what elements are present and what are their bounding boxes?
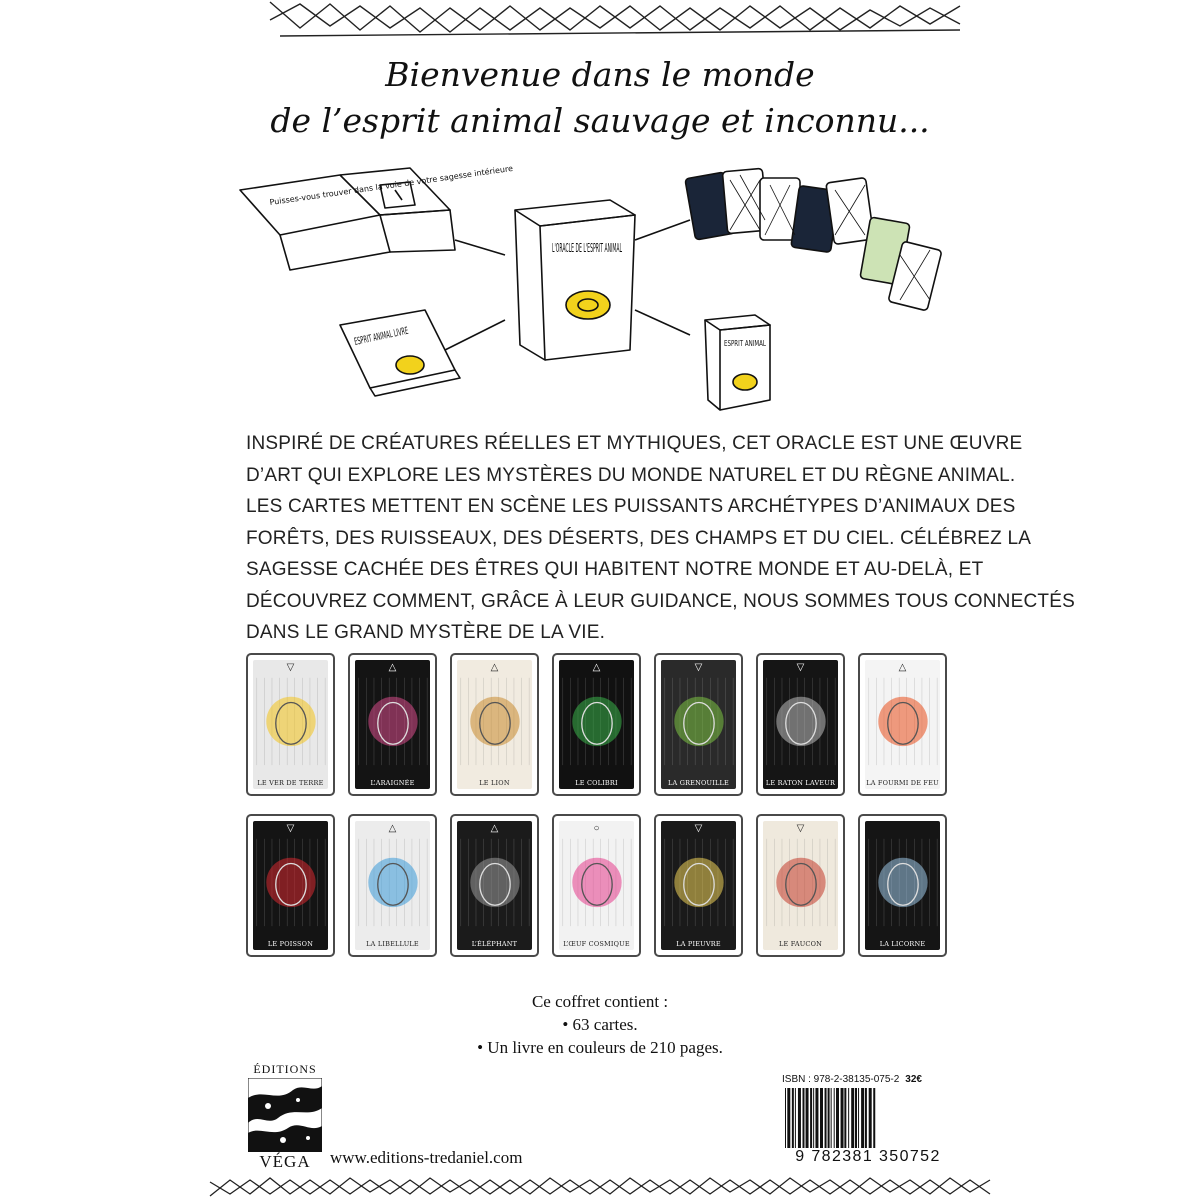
barcode-bar (803, 1088, 805, 1148)
card-artwork-frame (253, 660, 328, 789)
top-netting-decoration (0, 0, 1198, 40)
animal-illustration (865, 674, 940, 769)
description-line: DÉCOUVREZ COMMENT, GRÂCE À LEUR GUIDANCE, NOUS SOMMES TOUS CONNECTÉS (246, 590, 1075, 612)
animal-illustration (457, 835, 532, 930)
card-title: LA FOURMI DE FEU (866, 779, 939, 787)
isbn-label: ISBN : 978-2-38135-075-2 (782, 1074, 900, 1085)
barcode-bar (798, 1088, 801, 1148)
card-artwork-frame (661, 821, 736, 950)
barcode (783, 1088, 953, 1150)
card-title: L’ŒUF COSMIQUE (563, 940, 630, 948)
description-text (246, 428, 1075, 649)
oracle-card (450, 653, 539, 796)
oracle-card (756, 814, 845, 957)
animal-illustration (661, 835, 736, 930)
animal-illustration (763, 674, 838, 769)
barcode-bar (820, 1088, 823, 1148)
book-label: ESPRIT ANIMAL LIVRE (353, 314, 462, 348)
oracle-card (348, 814, 437, 957)
deck-box-drawing (705, 315, 770, 410)
barcode-bar (825, 1088, 827, 1148)
element-symbol-icon: △ (490, 823, 499, 834)
element-symbol-icon: △ (388, 662, 397, 673)
card-title: LE VER DE TERRE (257, 779, 324, 787)
card-row-2 (246, 814, 950, 957)
barcode-bar (865, 1088, 867, 1148)
element-symbol-icon: ▽ (286, 662, 295, 673)
element-symbol-icon: △ (898, 662, 907, 673)
card-title: LE POISSON (267, 940, 314, 948)
headline-line-2: de l’esprit animal sauvage et inconnu... (270, 101, 930, 140)
barcode-bar (869, 1088, 872, 1148)
description-line: FORÊTS, DES RUISSEAUX, DES DÉSERTS, DES CHAMPS ET DU CIEL. CÉLÉBREZ LA (246, 527, 1032, 549)
card-artwork-frame (865, 821, 940, 950)
contents-item: • Un livre en couleurs de 210 pages. (477, 1038, 723, 1057)
animal-illustration (661, 674, 736, 769)
card-title: L’ÉLÉPHANT (471, 940, 518, 948)
contents-item: • 63 cartes. (562, 1015, 638, 1034)
headline-line-1: Bienvenue dans le monde (385, 55, 815, 94)
card-title: LA GRENOUILLE (668, 779, 729, 787)
oracle-card (654, 814, 743, 957)
card-title: LA LIBELLULE (366, 940, 419, 948)
card-title: L’ARAIGNÉE (370, 779, 415, 787)
card-artwork-frame (355, 660, 430, 789)
open-box-drawing (240, 163, 514, 270)
card-title: LE LION (479, 779, 510, 787)
barcode-bar (828, 1088, 830, 1148)
oracle-card (246, 814, 335, 957)
barcode-bar (792, 1088, 794, 1148)
barcode-bar (841, 1088, 844, 1148)
element-symbol-icon: ○ (593, 823, 600, 834)
animal-illustration (253, 674, 328, 769)
oracle-card (246, 653, 335, 796)
box-contents (400, 990, 800, 1059)
animal-illustration (355, 835, 430, 930)
barcode-bar (795, 1088, 796, 1148)
barcode-bar (851, 1088, 854, 1148)
animal-illustration (763, 835, 838, 930)
publisher-website: www.editions-tredaniel.com (330, 1148, 523, 1167)
card-row-1 (246, 653, 950, 796)
card-title: LA PIEUVRE (676, 940, 721, 948)
animal-illustration (865, 835, 940, 930)
card-artwork-frame (457, 660, 532, 789)
oracle-card (858, 653, 947, 796)
oracle-card (858, 814, 947, 957)
card-artwork-frame (763, 660, 838, 789)
coffret-illustration (230, 160, 970, 420)
element-symbol-icon: ▽ (796, 662, 805, 673)
price-label: 32€ (905, 1074, 922, 1085)
card-artwork-frame (661, 660, 736, 789)
barcode-bar (855, 1088, 857, 1148)
barcode-bar (787, 1088, 790, 1148)
barcode-bar (785, 1088, 786, 1148)
barcode-bar (810, 1088, 812, 1148)
oracle-card (348, 653, 437, 796)
manual-scribble: Puisses-vous trouver dans la voie de votre sagesse intérieure (269, 163, 514, 207)
barcode-bar (815, 1088, 818, 1148)
fanned-cards-drawing (685, 168, 942, 311)
description-line: DANS LE GRAND MYSTÈRE DE LA VIE. (246, 622, 606, 643)
animal-illustration (559, 674, 634, 769)
contents-title: Ce coffret contient : (531, 992, 669, 1011)
logo-top-text: ÉDITIONS (253, 1062, 317, 1076)
card-artwork-frame (355, 821, 430, 950)
card-gallery (246, 653, 950, 975)
description-line: D’ART QUI EXPLORE LES MYSTÈRES DU MONDE NATUREL ET DU RÈGNE ANIMAL. (246, 464, 1016, 486)
animal-illustration (253, 835, 328, 930)
box-label: L'ORACLE DE L'ESPRIT ANIMAL (552, 241, 623, 255)
card-title: LE FAUCON (778, 940, 823, 948)
element-symbol-icon: △ (388, 823, 397, 834)
publisher-logo (240, 1062, 330, 1172)
headline (200, 52, 1000, 144)
oracle-box-drawing (515, 200, 635, 360)
barcode-bar (861, 1088, 864, 1148)
barcode-bar (848, 1088, 849, 1148)
barcode-bar (813, 1088, 814, 1148)
animal-illustration (457, 674, 532, 769)
animal-illustration (559, 835, 634, 930)
barcode-bar (844, 1088, 846, 1148)
barcode-number: 9 782381 350752 (795, 1148, 941, 1165)
logo-bottom-text: VÉGA (259, 1152, 311, 1171)
card-title: LE RATON LAVEUR (765, 779, 836, 787)
description-line: SAGESSE CACHÉE DES ÊTRES QUI HABITENT NOTRE MONDE ET AU-DELÀ, ET (246, 559, 984, 580)
element-symbol-icon: ▽ (694, 662, 703, 673)
element-symbol-icon: ▽ (694, 823, 703, 834)
element-symbol-icon: △ (490, 662, 499, 673)
oracle-card (552, 653, 641, 796)
bottom-netting-decoration (0, 1172, 1198, 1198)
animal-illustration (355, 674, 430, 769)
card-artwork-frame (559, 821, 634, 950)
barcode-bar (873, 1088, 875, 1148)
deck-label: ESPRIT ANIMAL (724, 339, 767, 348)
oracle-card (654, 653, 743, 796)
element-symbol-icon: △ (592, 662, 601, 673)
card-artwork-frame (457, 821, 532, 950)
barcode-bar (831, 1088, 832, 1148)
card-title: LE COLIBRI (575, 779, 618, 787)
element-symbol-icon: ▽ (796, 823, 805, 834)
description-line: INSPIRÉ DE CRÉATURES RÉELLES ET MYTHIQUES, CET ORACLE EST UNE ŒUVRE (246, 433, 1023, 454)
card-artwork-frame (763, 821, 838, 950)
description-line: LES CARTES METTENT EN SCÈNE LES PUISSANTS ARCHÉTYPES D’ANIMAUX DES (246, 496, 1016, 517)
barcode-bar (836, 1088, 839, 1148)
barcode-bar (858, 1088, 859, 1148)
publisher-emblem (248, 1078, 322, 1152)
oracle-card (450, 814, 539, 957)
card-artwork-frame (559, 660, 634, 789)
oracle-card (552, 814, 641, 957)
barcode-bar (834, 1088, 835, 1148)
card-artwork-frame (865, 660, 940, 789)
barcode-bar (806, 1088, 809, 1148)
isbn-line (782, 1074, 952, 1085)
guidebook-drawing (340, 310, 460, 396)
card-title: LA LICORNE (879, 940, 926, 948)
oracle-card (756, 653, 845, 796)
element-symbol-icon: ▽ (286, 823, 295, 834)
card-artwork-frame (253, 821, 328, 950)
